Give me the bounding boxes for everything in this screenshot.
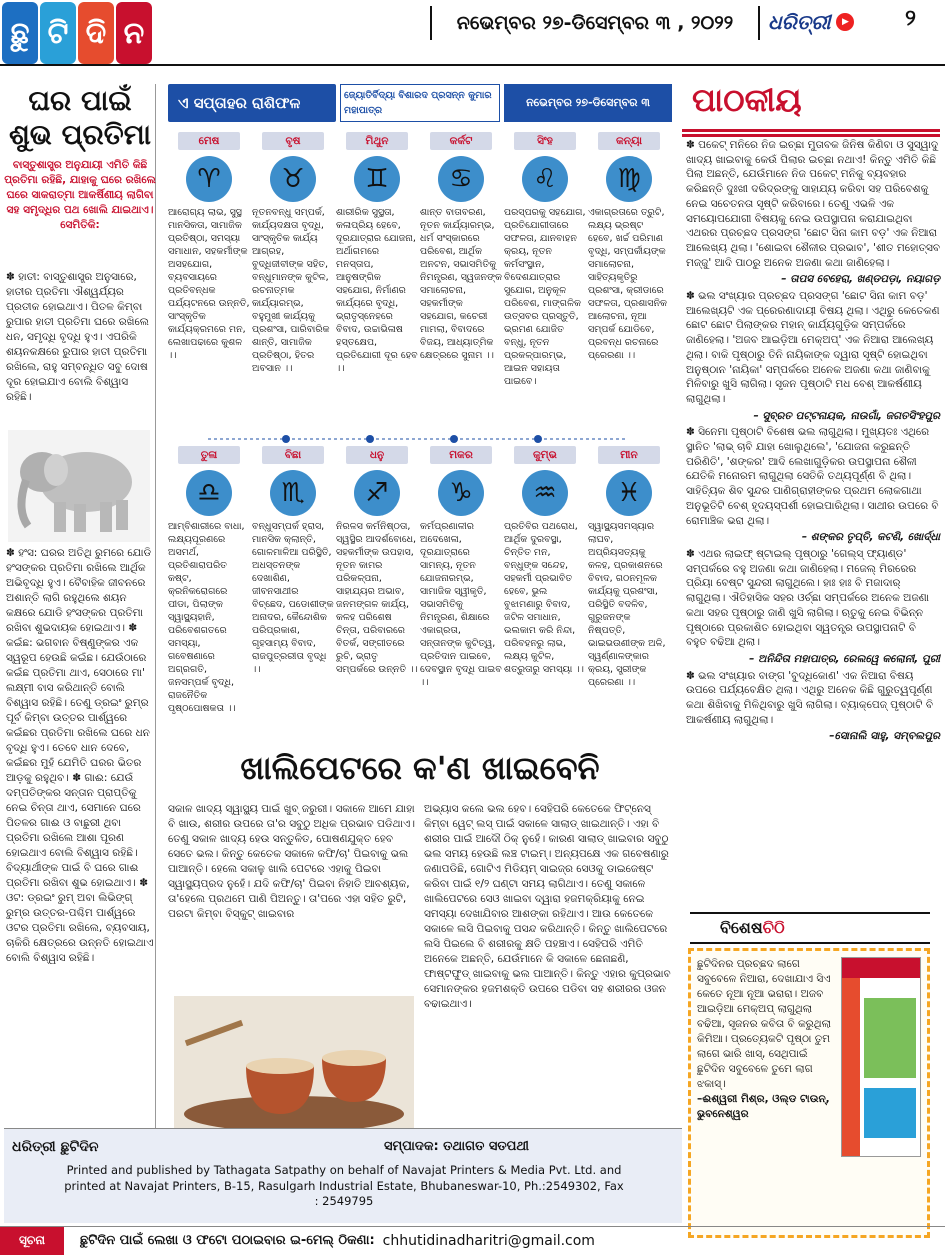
special-letter-text [697, 957, 837, 1237]
sign-text: ଶାନ୍ତ ବାତାବରଣ, ନୂତନ କାର୍ଯ୍ୟାରମ୍ଭ, ଧର୍ମ ସଂସ୍କାରରେ ପରିବେଶ, ଆର୍ଥିକ ଅନଟନ, ସଭାସମିତିକୁ ନିମନ୍ତ୍ରଣ, ସ୍ୱଜନଙ୍କ ସମାଲୋଚନା, ସହକର୍ମୀଙ୍କ ସହଯୋଗ, କଚେରୀ ମାମଲା, ବିବାଦରେ ବିଜୟ, ଆଧ୍ୟାତ୍ମିକ କ୍ଷେତ୍ରରେ ସୁନାମ ।। [420, 207, 502, 361]
sign-text: ବନ୍ଧୁସମ୍ପର୍କ ହ୍ରାସ, ମାନସିକ କ୍ଲାନ୍ତି, ଗୋଳମାଳିଆ ପରିସ୍ଥିତି, ଅଧସ୍ତନଙ୍କ ଦେଖାଶିଣ, ଜୀବନସାଥୀର ବିଚ୍ଛେଦ, ପଡୋଶୀଙ୍କ ଅନାଦର, କୈନ୍ଦୋଶିକ ପରିପ୍ରକାଶ, ଗୃହସାମ୍ୟ ବିବାଦ, ରାଜପୁତ୍ରରୀତା ବୃଦ୍ଧି ।। [252, 521, 334, 675]
pisces-icon: ♓ [606, 470, 652, 516]
tea-cups-photo [174, 996, 414, 1136]
letter-text: ✽ ସିନେମା ପୃଷ୍ଠାଟି ବିଶେଷ ଭଲ ଲାଗୁଥିଲା। ମୁଖ୍ୟତଃ ଏଥିରେ ସ୍ଥାନିତ 'ଲାଭ୍ ଚାବି ଯାହା ଖୋଲୁଥିଲେ', 'ଯୋଜନା କରୁଛନ୍ତି ପରିଣିତି', 'ଶଙ୍କର' ଆଦି ଲେଖାଗୁଡ଼ିକର ଉପସ୍ଥାପନା ଶୈଳୀ ଯେତିକି ମନୋରମ ଲାଗୁଥିଲା ସେତିକି ତଥ୍ୟପୂର୍ଣ୍ଣ ବି ଥିଲା। ସାହିତ୍ୟିକ ଶିବ ସୁନ୍ଦର ପାଣିଗ୍ରାହୀଙ୍କର ପ୍ରଥମ ଲୋକଗାଥା ଅନୁଭୂତିଟି ବେଶ୍ ହୃଦୟସ୍ପର୍ଶୀ ହୋଇପାରିଥିଲା। ସାଥୀର ଉପରେ ବି ରୋମାଞ୍ଚିକ ଭରା ଥିଲା। [686, 426, 939, 527]
zodiac-sign [504, 446, 586, 686]
sign-name: ମୀନ [598, 446, 660, 464]
logo-letter: ଦି [78, 2, 114, 64]
special-letter-box [688, 948, 930, 1238]
logo-letter: ଛୁ [2, 2, 38, 64]
sign-name: କର୍କଟ [430, 132, 492, 150]
notice-text: ଛୁଟିଦିନ ପାଇଁ ଲେଖା ଓ ଫଟୋ ପଠାଇବାର ଇ-ମେଲ୍ ଠିକଣା: [80, 1233, 375, 1248]
sign-name: ତୁଳା [178, 446, 240, 464]
zodiac-sign [252, 132, 334, 372]
letter-text: ✽ ଏଥର ଲାଇଫ୍ ଷ୍ଟାଇଲ୍ ପୃଷ୍ଠାରୁ 'ଗେଲ୍ସ୍ ଫ୍ୟାଣ୍ଡ' ସମ୍ପର୍କରେ ବହୁ ଅଜଣା କଥା ଜାଣିହେଲା। ମଜେଲ୍ ମିରରେର ପ୍ରିୟା ବେଷ୍ଟ ସୁନ୍ଦରୀ ଲାଗୁଥିଲେ। ହାଃ ହାଃ ବି ମଜାଦାର୍ ଲାଗୁଥିଲା। ଐତିହାସିକ ସହର ଓର୍ଚ୍ଛା ସମ୍ପର୍କରେ ଅନେକ ଅଜଣା କଥା ସହର ପୃଷ୍ଠାରୁ ଜାଣି ଖୁସି ଲାଗିଲା। ଋତୁକୁ ନେଇ ବିଭିନ୍ନ ପୃଷ୍ଠାରେ ପ୍ରକାଶିତ ହୋଇଥିବା ସ୍ୱତନ୍ତ୍ର ଉପସ୍ଥାପନାଟି ବି ବହୁତ ବଢିଆ ଥିଲା। [686, 547, 930, 649]
sign-text: କର୍ମପ୍ରଣାଳୀର ଅଦେଖେଳା, ଦୂରଯାତ୍ରାରେ ସାମନ୍ୟ, ନୂତନ ଯୋଜନାରମ୍ଭ, ସାମାଜିକ ସ୍ୱୀକୃତି, ସଭାସମିତିକୁ ନିମନ୍ତ୍ରଣ, ଶିକ୍ଷାରେ ଏକାଗ୍ରତା, ସନ୍ତାନଙ୍କ କୁଟିତ୍ୱ, ପ୍ରତିଦାନ ପାଇବେ, ଦେବସ୍ଥାନ ବୃଦ୍ଧି ପାଇବ ।। [420, 521, 502, 688]
article-column-2: ଅଭ୍ୟାସ କଲେ ଭଲ ହେବ। ସେହିପରି କେତେକେ ଫିଟ୍ନେସ୍ କିମ୍ବା ୱେଟ୍ ଲସ୍ ପାଇଁ ସକାଳେ ସାଲାଡ୍ ଖାଇଥାନ୍ତି। ଏହା ବି ଶରୀର ପାଇଁ ଆଦୌ ଠିକ୍ ନୁହେଁ। କାରଣ ସାଲାଡ୍ ଖାଇବାର ସବୁଠୁ ଭଲ ସମୟ ହେଉଛି ଲଞ୍ଚ ଟାଇମ୍। ଅନ୍ୟପକ୍ଷେ ଏକ ଗବେଷଣାରୁ ଜଣାପଡିଛି, ଗୋଟିଏ ମିଡିୟମ୍ ସାଇଜ୍ର ସେଓକୁ ଡାଇଜେଷ୍ଟ କରିବା ପାଇଁ ୧/୨ ଘଣ୍ଟା ସମୟ ଲାଗିଥାଏ। ତେଣୁ ସକାଳେ ଖାଲିପେଟରେ ସେଓ ଖାଇବା ଦ୍ୱାରା ହଜମକ୍ରିୟାକୁ ନେଇ ସମସ୍ୟା ଦେଖାଯିବାର ଆଶଙ୍କା ରହିଥାଏ। ଆଉ କେତେକେ ସକାଳେ ଲସି ପିଇବାକୁ ପସନ୍ଦ କରିଥାନ୍ତି। କିନ୍ତୁ ଖାଲିପେଟରେ ଲସି ପିଇଲେ ବି ଶରୀରକୁ କ୍ଷତି ପହଞ୍ଚାଏ। ସେହିପରି ଏମିତି ଅନେକେ ଅଛନ୍ତି, ଯେଉଁମାନେ କି ସକାଳେ ଛେନାଛଣି, ଫାଷ୍ଟଫୁଡ୍ ଖାଇବାକୁ ଭଲ ପାଆନ୍ତି। କିନ୍ତୁ ଏହାର କୁପ୍ରଭାବ ସେମାନଙ୍କର ହଜମଶକ୍ତି ଉପରେ ପଡିବା ସହ ଶରୀରର ଓଜନ ବଢାଇଥାଏ। [424, 803, 671, 1010]
article-column-1: ସକାଳ ଖାଦ୍ୟ ସ୍ୱାସ୍ଥ୍ୟ ପାଇଁ ଖୁବ୍ ଜରୁରୀ। ସକାଳେ ଆମେ ଯାହା ବି ଖାଉ, ଶରୀର ଉପରେ ତା'ର ସବୁଠୁ ଅଧିକ ପ୍ରଭାବ ପଡିଥାଏ। ତେଣୁ ସକାଳ ଖାଦ୍ୟ ହେଉ ସନ୍ତୁଳିତ, ପୋଷଣଯୁକ୍ତ ହେବ ସେତେ ଭଲ। କିନ୍ତୁ କେତେକ ସକାଳେ କଫି/ଚା' ପିଇବାକୁ ଭଲ ପାଆନ୍ତି। ହେଲେ ସକାଳୁ ଖାଲି ପେଟରେ ଏହାକୁ ପିଇବା ସ୍ୱାସ୍ଥ୍ୟପ୍ରଦ ନୁହେଁ। ଯଦି କଫି/ଚା' ପିଇବା ନିହାତି ଆବଶ୍ୟକ, ତା'ହେଲେ ପ୍ରଥମେ ପାଣି ପିଅନ୍ତୁ। ତା'ପରେ ଏହା ସହିତ ରୁଟି, ପରଟା କିମ୍ବା ବିସ୍କୁଟ୍ ଖାଇବାର [168, 803, 416, 920]
footer-brand: ଧରିତ୍ରୀ ଛୁଟିଦିନ [12, 1139, 99, 1155]
zodiac-sign [588, 132, 670, 372]
dateline: ନଭେମ୍ବର ୨୭-ଡିସେମ୍ବର ୩ , ୨୦୨୨ [430, 6, 760, 40]
sign-name: ମକର [430, 446, 492, 464]
capricorn-icon: ♑ [438, 470, 484, 516]
sign-text: ନିରଳସ କର୍ମନିଷ୍ଠତା, ସ୍ୱସ୍ଥିର ଆଦର୍ଶବୋଧେ, ସହକର୍ମୀଙ୍କ ଉପହାସ, ନୂତନ କାମର ପରିକଳ୍ପନା, ସାହାଯ୍ୟର ଅଭାବ, ଜନମଙ୍ଗଳ କାର୍ଯ୍ୟ, କଳହ ପରିଶେଷ ଚିନ୍ତା, ପରିବାରରେ ବିତର୍କ, ସଙ୍ଗୀତରେ ରୁଚି, ଭ୍ରାତୃ ସମ୍ପର୍କରେ ଉନ୍ନତି ।। [336, 521, 418, 675]
logo-letter: ନ [116, 2, 152, 64]
notice-label: ସୂଚନା [0, 1227, 64, 1255]
article-title: ଖାଲିପେଟରେ କ'ଣ ଖାଇବେନି [240, 749, 600, 787]
zodiac-sign [420, 446, 502, 686]
zodiac-sign [504, 132, 586, 387]
letter-text: ✽ ଭଲ ସଂଖ୍ୟାର ବାଙ୍ଗ 'ବୁଦ୍ଧିକୋଣ' ଏକ ନିଆରା ବିଷୟ ଉପରେ ପର୍ଯ୍ୟବେକ୍ଷିତ ଥିଲା। ଏଥିରୁ ଅନେକ କିଛି ଗୁରୁତ୍ୱପୂର୍ଣ୍ଣ କଥା ଶିଖିବାକୁ ମିଳିଥିବାରୁ ଖୁସି ଲାଗିଲା। ବ୍ୟାକ୍ପେଜ୍ ପୃଷ୍ଠାଟି ବି ଆକର୍ଷଣୀୟ ଲାଗୁଥିଲା। [686, 669, 934, 726]
letter-text: ✽ ଭଲ ସଂଖ୍ୟାର ପ୍ରଚ୍ଛଦ ପ୍ରସଙ୍ଗ 'ଛୋଟ ସିନା କାମ ବଡ଼' ଆଲେଖ୍ୟଟି ଏକ ପ୍ରେରଣାଦାୟୀ ବିଷୟ ଥିଲା। ଏଥିରୁ କେତେକଣ ଛୋଟ ଛୋଟ ପିଲାଙ୍କର ମହାନ୍ କାର୍ଯ୍ୟଗୁଡ଼ିକ ସମ୍ପର୍କରେ ଜାଣିହେଲା। 'ଅଜବ ଆଇଡ଼ିଆ ମେକ୍ଅପ୍' ଏକ ନିଆରା ଆଲେଖ୍ୟ ଥିଲା। ବାକି ପୃଷ୍ଠାରୁ ତିନି ନାୟିକାଙ୍କ ଦ୍ୱାରା ସୃଷ୍ଟି ହୋଇଥିବା ଅନୁଷ୍ଠାନ 'ନାୟିକା' ସମ୍ପର୍କରେ ଅନେକ ଅଜଣା କଥା ଜାଣିବାକୁ ମିଳିବାରୁ ଖୁସି ଲାଗିଲା। ସୃଜନ ପୃଷ୍ଠାଟି ମଧ ବେଶ୍ ଆକର୍ଷଣୀୟ ଲାଗୁଥିଲା। [686, 290, 940, 405]
special-signature: –ଈଶ୍ୱରୀ ମିଶ୍ର, ଓଲ୍ଡ ଟାଉନ୍, ଭୁବନେଶ୍ୱର [697, 1093, 830, 1120]
horoscope-divider [208, 430, 628, 442]
notice-bar [0, 1226, 945, 1254]
sign-text: ପରସ୍ପରକୁ ସହଯୋଗ, ପ୍ରତିଯୋଗୀତାରେ ସଫଳତା, ଯାନବାହନ କ୍ରୟ, ନୂତନ କର୍ମସଂସ୍ଥାନ, ବିଦେଶଯାତ୍ରାର ସୁଯୋଗ, ଅନୁକୂଳ ପରିବେଶ, ମାଙ୍ଗଳିକ ଉତ୍ସବର ପ୍ରସ୍ତୁତି, ଭ୍ରମଣ ଯୋଜିତ ବନ୍ଧୁ, ନୂତନ ପ୍ରକଳ୍ପାରମ୍ଭ, ଆଇନ ସହାୟତା ପାଇବେ। [504, 207, 586, 387]
page-number: ୨ [905, 6, 916, 31]
letter-signature: –ସୋନାଲି ସାହୁ, ସମ୍ବଲପୁର [829, 730, 940, 743]
sign-name: ବିଛା [262, 446, 324, 464]
zodiac-sign [168, 132, 250, 372]
letter-signature: – ସୁବ୍ରତ ପଟ୍ଟନାୟକ, ନାଉଗାଁ, ଜଗତସିଂହପୁର [753, 409, 940, 422]
horoscope-author: ଜ୍ୟୋତିର୍ବିଦ୍ୟା ବିଶାରଦ ପ୍ରସନ୍ନ କୁମାର ମହାପାତ୍ର [340, 84, 500, 122]
left-para-animals: ✽ ହଂସ: ଘରର ଅତିଥି ରୁମରେ ଯୋଡି ହଂସଙ୍କର ପ୍ରତିମା ରଖିଲେ ଆର୍ଥିକ ଅଭିବୃଦ୍ଧି ହୁଏ। ବୈବାହିକ ଜୀବନରେ ଅଶାନ୍ତି ଲାଗି ରହୁଥିଲେ ଶୟନ କକ୍ଷରେ ଯୋଡି ହଂସଙ୍କର ପ୍ରତିମା ରଖିବା ଶୁଭଦାୟକ ହୋଇଥାଏ। ✽ କଇଁଛ: ଭଗବାନ ବିଷ୍ଣୁଙ୍କର ଏକ ସ୍ୱରୂପ ହେଉଛି କଇଁଛ। ଯେଉଁଠାରେ କଇଁଛ ପ୍ରତିମା ଥାଏ, ସେଠାରେ ମା' ଲକ୍ଷ୍ମୀ ବାସ କରିଥାନ୍ତି ବୋଲି ବିଶ୍ୱାସ ରହିଛି। ତେଣୁ ଡ୍ରଇଂ ରୁମ୍ର ପୂର୍ବ କିମ୍ବା ଉତ୍ତର ପାର୍ଶ୍ୱରେ କଇଁଛର ପ୍ରତିମା ରଖିଲେ ଘରେ ଧନ ବୃଦ୍ଧି ହୁଏ। ତେବେ ଧାନ ଦେବେ, କଇଁଛର ମୁହଁ ଯେମିତି ଘରର ଭିତର ଆଡ଼କୁ ରହୁଥିବ। ✽ ଗାଈ: ଯେଉଁ ଦମ୍ପତିଙ୍କର ସନ୍ତାନ ପ୍ରାପ୍ତିକୁ ନେଇ ଚିନ୍ତା ଥାଏ, ସେମାନେ ଘରେ ପିତଳର ଗାଈ ଓ ବାଛୁରୀ ଥିବା ପ୍ରତିମା ରଖିଲେ ଆଶା ପୂରଣ ହୋଇଥାଏ ବୋଲି ବିଶ୍ୱାସ ରହିଛି। ବିଦ୍ୟାର୍ଥୀଙ୍କ ପାଇଁ ବି ଘରେ ଗାଈ ପ୍ରତିମା ରଖିବା ଶୁଭ ହୋଇଥାଏ। ✽ ଓଟ: ଡ୍ରଇଂ ରୁମ୍ ଅବା ଲିଭିଙ୍ଗ୍ ରୁମ୍ର ଉତ୍ତର-ପଶ୍ଚିମ ପାର୍ଶ୍ୱରେ ଓଟର ପ୍ରତିମା ରଖିଲେ, ବ୍ୟବସାୟ, ଚାକିରି କ୍ଷେତ୍ରରେ ଉନ୍ନତି ହୋଇଥାଏ ବୋଲି ବିଶ୍ୱାସ ରହିଛି। [6, 547, 154, 964]
footer-editor: ସମ୍ପାଦକ: ତଥାଗତ ସତପଥୀ [384, 1139, 529, 1154]
taurus-icon: ♉ [270, 156, 316, 202]
brand [768, 4, 888, 40]
horoscope-dates: ନଭେମ୍ବର ୨୭-ଡିସେମ୍ବର ୩ [504, 84, 672, 122]
notice-email-link[interactable]: chhutidinadharitri@gmail.com [382, 1232, 595, 1249]
letter-signature: – ତାପସ ବେହେରା, ଖଣ୍ଡପଡ଼ା, ନୟାଗଡ଼ [781, 273, 940, 286]
zodiac-sign [420, 132, 502, 372]
letter-signature: – ଶଙ୍କର ତୃପ୍ତି, କଟଣି, ଖୋର୍ଦ୍ଧା [801, 531, 940, 544]
virgo-icon: ♍ [606, 156, 652, 202]
sign-text: ଆରୋଗ୍ୟ ଲାଭ, ସୁସ୍ଥ ମାନସିକତା, ସାମାଜିକ ପ୍ରତିଷ୍ଠା, ସମସ୍ୟା ସମାଧାନ, ସହକର୍ମୀଙ୍କ ଅସହଯୋଗ, ବ୍ୟବସାୟରେ ପ୍ରତିବନ୍ଧକ ପର୍ଯ୍ୟଟନରେ ଉନ୍ନତି, ସାଂସ୍କୃତିକ କାର୍ଯ୍ୟକ୍ରମରେ ମନ, ଲେଖାପଢାରେ କୁଶଳ ।। [168, 207, 250, 361]
logo [2, 2, 152, 64]
sign-text: ଶାରୀରିକ ସୁସ୍ଥତା, କଳାପ୍ରିୟ ହେବେ, ଦୂରଯାତ୍ରାର ଯୋଜନା, ଅର୍ଥାଗମରେ ମନସ୍ତାପ, ଆନୁଷଙ୍ଗିକ ସହଯୋଗ, ନିର୍ମାଣର କାର୍ଯ୍ୟରେ ବୃଦ୍ଧି, ଭ୍ରାତୃସ୍ନେହରେ ବିବାଦ, ଉଚ୍ଚାଭିଳାଷ ହସ୍ତକ୍ଷେପ, ପ୍ରତିଯୋଗୀ ଦୂର ହେବ ।। [336, 207, 418, 374]
sign-name: ମିଥୁନ [346, 132, 408, 150]
letter-signature: – ଅନିନ୍ଦିତା ମହାପାତ୍ର, ରେଲୱେ କଲୋନୀ, ପୁରୀ [749, 652, 940, 665]
sign-name: ଧନୁ [346, 446, 408, 464]
special-heading-b: ଚିଠି [762, 918, 785, 937]
letters-column [682, 78, 940, 838]
horoscope-header [168, 84, 672, 122]
letters-heading: ପାଠକୀୟ [692, 81, 802, 119]
special-letter-heading [690, 912, 930, 944]
zodiac-sign [252, 446, 334, 686]
sign-text: ନୂତନବନ୍ଧୁ ସମ୍ପର୍କ, କାର୍ଯ୍ୟଦକ୍ଷତା ବୃଦ୍ଧି, ସାଂସ୍କୃତିକ କାର୍ଯ୍ୟ ଆଗ୍ରହ, ବୁଦ୍ଧିଜୀବୀଙ୍କ ସହିତ, ବନ୍ଧୁମାନଙ୍କ କୁଟିଳ, ରଚନାତ୍ମକ କାର୍ଯ୍ୟାରମ୍ଭ, ବହୁମୁଖୀ କାର୍ଯ୍ୟକୁ ପ୍ରଶଂସା, ପାରିବାରିକ ଶାନ୍ତି, ସାମାଜିକ ପ୍ରତିଷ୍ଠା, ହିତର ଅବସାନ ।। [252, 207, 330, 374]
gemini-icon: ♊ [354, 156, 400, 202]
article-section [168, 736, 672, 1136]
zodiac-sign [588, 446, 670, 686]
sign-text: ଆମ୍ବିଶାରୀରେ ବାଧା, ଲକ୍ଷ୍ୟପୂରଣରେ ଅସମର୍ଥ, ପ୍ରତିଶାରାପରିତ କଷ୍ଟ, କ୍ରନିକରୋଗରେ ପୀଡା, ପିଲାଙ୍କ ସ୍ୱାସ୍ଥ୍ୟହାନି, ପରିବେଶଗତରେ ସମସ୍ୟା, ଗବେଷଣାରେ ଅଗ୍ରଗତି, ଜନସମ୍ପର୍କ ବୃଦ୍ଧି, ରାଜନୈତିକ ପୃଷ୍ଠପୋଷକତା ।। [168, 521, 245, 714]
scorpio-icon: ♏ [270, 470, 316, 516]
libra-icon: ♎ [186, 470, 232, 516]
sign-name: କନ୍ୟା [598, 132, 660, 150]
brand-name: ଧରିତ୍ରୀ [768, 10, 831, 34]
sign-name: ସିଂହ [514, 132, 576, 150]
masthead [0, 0, 945, 66]
left-subheading: ବାସ୍ତୁଶାସ୍ତ୍ର ଅନୁଯାୟୀ ଏମିତି କିଛି ପ୍ରତିମା ରହିଛି, ଯାହାକୁ ଘରେ ରଖିଲେ ଘରେ ସାକରାତ୍ମା ଆକର୍ଷିଣୀୟ ଲାଗିବା ସହ ସମୃଦ୍ଧିର ପଥ ଖୋଲି ଯାଇଥାଏ। ସେମିତିକି: [4, 159, 156, 231]
letters-heading-bar [682, 122, 940, 130]
sign-name: ବୃଷ [262, 132, 324, 150]
sign-text: ସ୍ୱାସ୍ଥ୍ୟସମସ୍ୟାର ଲାଘବ, ଅପ୍ରିୟସତ୍ୟକୁ କଳହ, ପ୍ରକାଶନରେ ବିବାଦ, ଗଠନମୂଳକ କାର୍ଯ୍ୟକୁ ପ୍ରଶଂସା, ପରିସ୍ଥିତି ବଦଳିବ, ଗୁରୁଜନଙ୍କ ନିଷ୍ପତ୍ତି, ଭାଇଭଉଣୀଙ୍କ ଅଳି, ସ୍ୱର୍ଣ୍ଣାଳଙ୍କାର କ୍ରୟ, ସ୍ତ୍ରୀଙ୍କ ପ୍ରେରଣା ।। [588, 521, 666, 688]
left-para-elephant: ✽ ହାତୀ: ବାସ୍ତୁଶାସ୍ତ୍ର ଅନୁସାରେ, ହାତୀର ପ୍ରତିମା ଐଶ୍ୱର୍ଯ୍ୟର ପ୍ରତୀକ ହୋଇଥାଏ। ପିତଳ କିମ୍ବା ରୁପାର ହାତୀ ପ୍ରତିମା ଘରେ ରଖିଲେ ଧନ, ସମୃଦ୍ଧି ବୃଦ୍ଧି ହୁଏ। ଏପରିକି ଶୟନକକ୍ଷରେ ରୁପାର ହାତୀ ପ୍ରତିମା ରଖିଲେ, ରାହୁ ସମ୍ବନ୍ଧିତ ସବୁ ଦୋଷ ଦୂର ହୋଇଯାଏ ବୋଲି ବିଶ୍ୱାସ ରହିଛି। [6, 271, 149, 403]
zodiac-sign [336, 446, 418, 686]
sign-text: ପ୍ରତିବିର ପଥରୋଧ, ଆର୍ଥିକ ଦୁରବସ୍ଥା, ଚିନ୍ତିତ ମନ, ବନ୍ଧୁଙ୍କ ସନ୍ଦେହ, ସହକର୍ମୀ ପ୍ରଭାବିତ ହେବେ, ଭୁଲ ବୁଝାମଣାରୁ ବିବାଦ, ଜଟିଳ ସମାଧାନ, ଭଲକାମ କରି ନିନ୍ଦା, ପରିବହନରୁ ଲାଭ, ଲକ୍ଷ୍ୟ କୁଟିଳ, ଶତ୍ରୁତାରୁ ସମସ୍ୟା ।। [504, 521, 584, 675]
zodiac-sign [336, 132, 418, 372]
sign-name: ମେଷ [178, 132, 240, 150]
logo-letter: ଟି [40, 2, 76, 64]
special-heading-a: ବିଶେଷ [720, 918, 763, 937]
aquarius-icon: ♒ [522, 470, 568, 516]
horoscope-section [168, 80, 672, 730]
left-column [4, 84, 156, 1150]
horoscope-title: ଏ ସପ୍ତାହର ରାଶିଫଳ [168, 84, 336, 122]
cancer-icon: ♋ [438, 156, 484, 202]
leo-icon: ♌ [522, 156, 568, 202]
sign-name: କୁମ୍ଭ [514, 446, 576, 464]
letter-text: ✽ ପକେଟ୍ ମନିରେ ନିଜ ଇଚ୍ଛା ମୁତାବକ ଜିନିଷ କିଣିବା ଓ ସୁସ୍ୱାଦୁ ଖାଦ୍ୟ ଖାଇବାକୁ କେଉଁ ପିଲାର ଇଚ୍ଛା ନଥାଏ! କିନ୍ତୁ ଏମିତି କିଛି ପିଲା ଅଛନ୍ତି, ଯେଉଁମାନେ ନିଜ ପକେଟ୍ ମନିକୁ ବ୍ୟବହାର କରିଛନ୍ତି ଦୁଃଖୀ ଦରିଦ୍ରଙ୍କୁ ସାହାଯ୍ୟ କରିବା ସହ ପରିବେଶକୁ ନେଇ ସଚେତନତା ସୃଷ୍ଟି କରିବାରେ। ତେଣୁ ଏଭଳି ଏକ ସମୟୋପଯୋଗୀ ବିଷୟକୁ ନେଇ ଉପସ୍ଥାପନା କରାଯାଇଥିବା ଏଥରର ପ୍ରଚ୍ଛଦ ପ୍ରସଙ୍ଗ 'ଛୋଟ ସିନା କାମ ବଡ଼' ଏକ ନିଆରା ଆଲେଖ୍ୟ ଥିଲା। 'ଶୋଇବା ଶୈଳୀର ପ୍ରଭାବ', 'ଶୀତ ମହୋତ୍ସବ ମଜ୍ଜୁ' ଆଦି ପାଠରୁ ଅନେକ ଅଜଣା କଥା ଜାଣିହେଲା। [686, 139, 941, 269]
play-icon: ▶ [836, 13, 854, 31]
footer-imprint-text: Printed and published by Tathagata Satpathy on behalf of Navajat Printers & Media Pvt. Ltd. and printed at Navajat Printers, B-15, Rasulgarh Industrial Estate, Bhubaneswar-10, Ph.:2549302, Fax : 2549795 [64, 1163, 624, 1208]
left-heading: ଘର ପାଇଁ ଶୁଭ ପ୍ରତିମା [8, 84, 152, 151]
special-text: ଛୁଟିଦିନର ପ୍ରଚ୍ଛଦ ଲାଗେ ସବୁବେଳେ ନିଆରା, ଦେଖାଯାଏ ସିଏ କେତେ ନୂଆ ନୂଆ ଭରାରା। ଅଜବ ଆଇଡ଼ିଆ ମେକ୍ଅପ୍ ଲାଗୁଥିଲା ବଢିଆ, ସୃଜନର କବିତା ବି କରୁଥିଲା କିମିଆ। ପ୍ରତ୍ୟେକଟି ପୃଷ୍ଠା ତୁମ ଲାଗେ ଭାରି ଖାସ୍, ସେଥିପାଇଁ ଛୁଟିଦିନ ସବୁବେଳେ ତୁମେ ଲାଗ ଝକାସ୍। [697, 958, 831, 1090]
footer-imprint [4, 1128, 682, 1223]
sign-text: ଏକାଗ୍ରତାରେ ତ୍ରୁଟି, ଲକ୍ଷ୍ୟ ଭ୍ରଷ୍ଟ ହେବେ, ଖର୍ଚ୍ଚ ପରିମାଣ ବୃଦ୍ଧି, ସମ୍ପର୍କୀୟଙ୍କ ସମାଲୋଚନା, ସାହିତ୍ୟକୃତିରୁ ପ୍ରଶଂସା, କ୍ରୀଡାରେ ସଫଳତା, ପ୍ରଶାସନିକ ଆଲୋଚନା, ନୂଆ ସମ୍ପର୍କ ଯୋଡିବେ, ପ୍ରବନ୍ଧ ରଚନାରେ ପ୍ରେରଣା ।। [588, 207, 668, 361]
zodiac-sign [168, 446, 250, 714]
elephant-figure-image [8, 430, 150, 542]
letters-list [686, 138, 940, 838]
sagittarius-icon: ♐ [354, 470, 400, 516]
magazine-cover-image [841, 957, 921, 1157]
aries-icon: ♈ [186, 156, 232, 202]
